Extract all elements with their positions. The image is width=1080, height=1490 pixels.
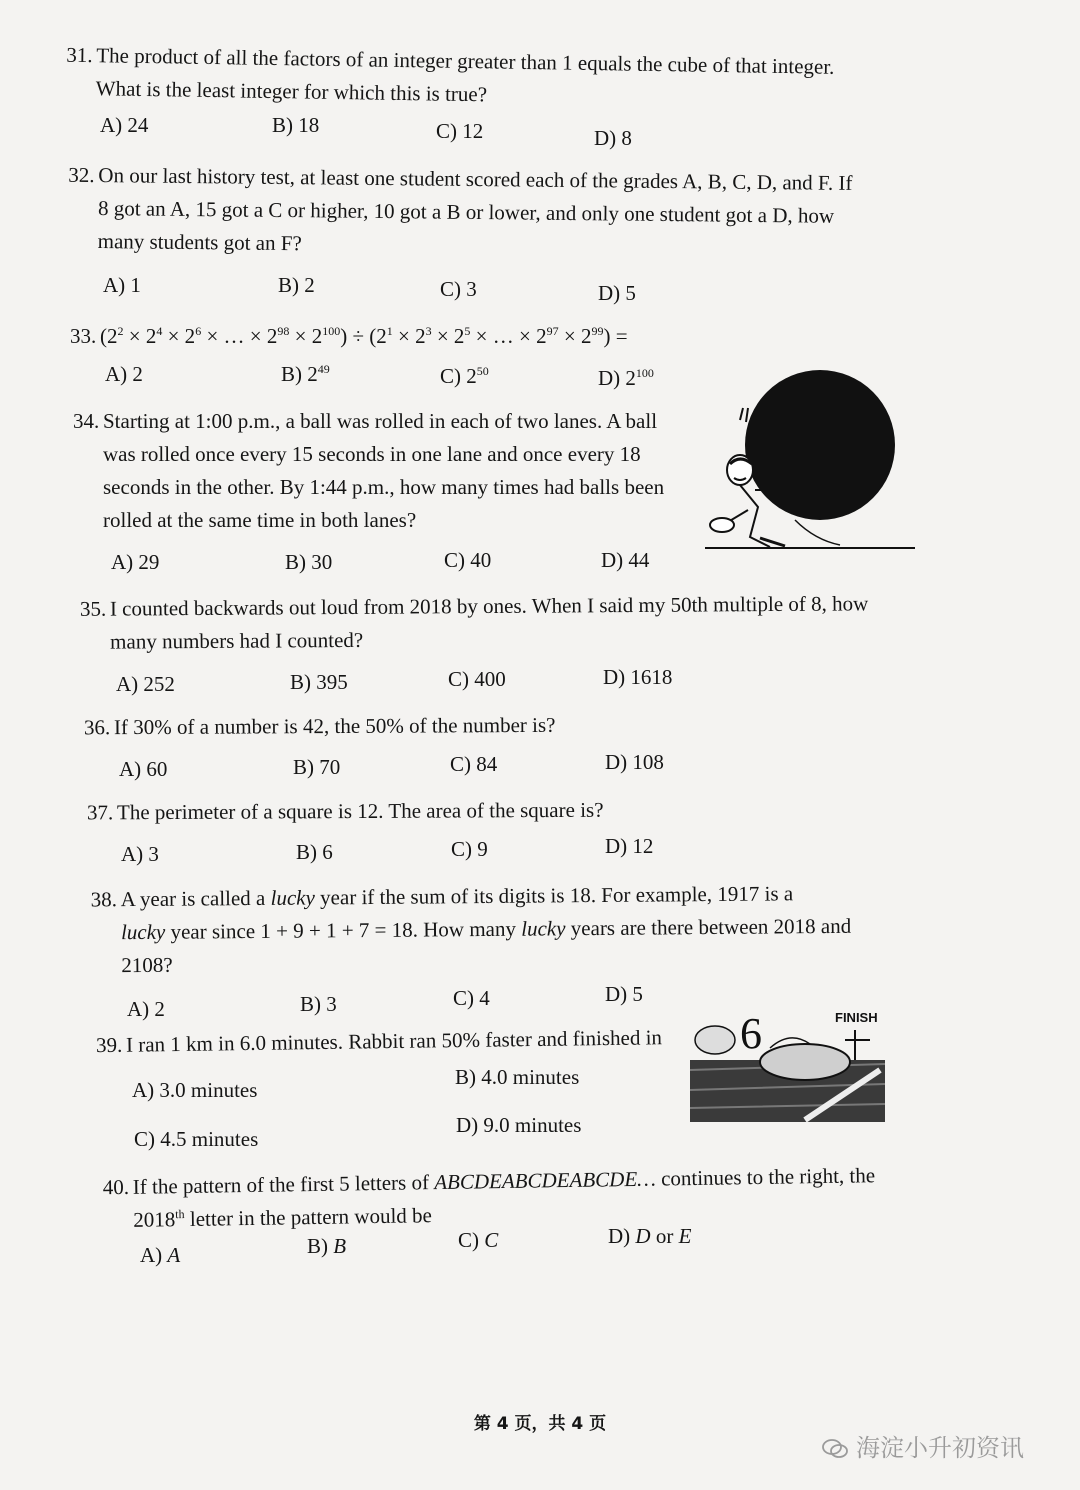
page-footer: 第 4 页，共 4 页: [473, 1414, 607, 1434]
question-number: 35.: [79, 596, 107, 621]
option-d: D) 12: [605, 834, 654, 858]
option-d: D) 5: [598, 281, 636, 305]
question-expression: ($2^2 \times 2^4 \times 2^6$ × … × $2^{98} \times 2^{100}) \div (2^1 \times 2^3 \times 2^5$ × … × $2^{97} \times 2^{99}$) =: [100, 324, 628, 348]
option-b: B) 4.0 minutes: [455, 1065, 580, 1089]
watermark-text: 海淀小升初资讯: [856, 1434, 1024, 1462]
option-b: B) $2^{49}$: [281, 362, 330, 386]
option-b: B) 3: [300, 992, 337, 1016]
option-b: B) 70: [293, 755, 341, 779]
option-c: C) C: [458, 1228, 499, 1252]
question-text: lucky year since 1 + 9 + 1 + 7 = 18. How many lucky years are there between 2018 and: [120, 913, 852, 945]
bowling-ball-cartoon: [700, 360, 920, 570]
ball-shape: [745, 370, 895, 520]
watermark: [822, 1428, 1024, 1463]
question-31: [66, 39, 835, 117]
option-d: D) 108: [605, 750, 664, 774]
question-text: If the pattern of the first 5 letters of ABCDEABCDEABCDE… continues to the right, the: [132, 1163, 876, 1199]
option-d: D) D or E: [608, 1224, 692, 1248]
option-d: D) 9.0 minutes: [456, 1113, 582, 1137]
question-number: 39.: [95, 1032, 123, 1058]
option-d: D) 1618: [603, 665, 673, 689]
question-37: [86, 794, 604, 830]
option-a: A) 3: [121, 842, 159, 866]
question-text: was rolled once every 15 seconds in one lane and once every 18: [103, 442, 641, 466]
question-text: If 30% of a number is 42, the 50% of the number is?: [113, 712, 556, 740]
question-text: many numbers had I counted?: [110, 627, 364, 654]
option-a: A) 24: [100, 113, 149, 137]
question-33: [70, 320, 628, 353]
question-36: [83, 709, 556, 744]
option-b: B) B: [307, 1234, 347, 1258]
question-text: The perimeter of a square is 12. The area of the square is?: [116, 797, 604, 825]
question-number: 34.: [73, 409, 100, 433]
option-c: C) 9: [451, 837, 488, 861]
option-b: B) 6: [296, 840, 333, 864]
question-38: [90, 877, 852, 982]
race-finish-cartoon: [685, 1000, 890, 1125]
option-c: C) $2^{50}$: [440, 364, 489, 388]
question-number: 40.: [102, 1174, 130, 1200]
question-text: What is the least integer for which this is true?: [95, 76, 488, 107]
option-a: A) 1: [103, 273, 141, 297]
option-c: C) 4.5 minutes: [134, 1127, 259, 1151]
question-number: 36.: [83, 715, 111, 740]
question-text: I ran 1 km in 6.0 minutes. Rabbit ran 50% faster and finished in: [125, 1025, 663, 1057]
svg-text:FINISH: FINISH: [835, 1010, 878, 1025]
question-number: 32.: [68, 162, 95, 188]
option-d: D) $2^{100}$: [598, 366, 654, 390]
question-number: 37.: [86, 800, 114, 825]
question-32: [68, 159, 853, 266]
option-c: C) 3: [440, 277, 477, 301]
question-number: 31.: [66, 42, 93, 68]
option-b: B) 30: [285, 550, 333, 574]
question-text: A year is called a lucky year if the sum of its digits is 18. For example, 1917 is a: [120, 881, 794, 912]
option-a: A) 2: [127, 997, 165, 1021]
option-b: B) 2: [278, 273, 315, 297]
question-text: 2018th letter in the pattern would be: [133, 1203, 433, 1232]
question-35: [79, 587, 869, 658]
option-b: B) 18: [272, 113, 320, 137]
question-text: Starting at 1:00 p.m., a ball was rolled in each of two lanes. A ball: [103, 409, 658, 433]
question-text: 2108?: [121, 952, 173, 978]
wechat-icon: [822, 1438, 848, 1460]
option-c: C) 4: [453, 986, 490, 1010]
svg-text:6: 6: [740, 1009, 762, 1058]
question-text: On our last history test, at least one student scored each of the grades A, B, C, D, and F. If: [98, 163, 853, 195]
question-text: many students got an F?: [97, 229, 302, 256]
question-text: I counted backwards out loud from 2018 by ones. When I said my 50th multiple of 8, how: [109, 591, 869, 621]
option-a: A) 60: [119, 757, 168, 781]
question-number: 38.: [90, 887, 118, 912]
question-text: The product of all the factors of an integer greater than 1 equals the cube of that integer.: [96, 43, 835, 79]
option-a: A) A: [140, 1243, 181, 1267]
option-b: B) 395: [290, 670, 348, 694]
option-a: A) 2: [105, 362, 143, 386]
question-number: 33.: [70, 324, 97, 348]
option-d: D) 44: [601, 548, 650, 572]
option-c: C) 84: [450, 752, 498, 776]
option-a: A) 252: [116, 672, 175, 696]
question-text: rolled at the same time in both lanes?: [103, 508, 417, 532]
question-39: [95, 1021, 663, 1061]
question-text: seconds in the other. By 1:44 p.m., how many times had balls been: [103, 475, 665, 499]
option-d: D) 5: [605, 982, 643, 1006]
option-c: C) 40: [444, 548, 492, 572]
option-a: A) 29: [111, 550, 160, 574]
option-a: A) 3.0 minutes: [132, 1078, 258, 1102]
option-d: D) 8: [594, 126, 632, 150]
question-40: [102, 1159, 876, 1237]
option-c: C) 12: [436, 119, 484, 143]
question-34: [73, 405, 665, 537]
question-text: 8 got an A, 15 got a C or higher, 10 got a B or lower, and only one student got a D, how: [97, 196, 835, 228]
option-c: C) 400: [448, 667, 506, 691]
